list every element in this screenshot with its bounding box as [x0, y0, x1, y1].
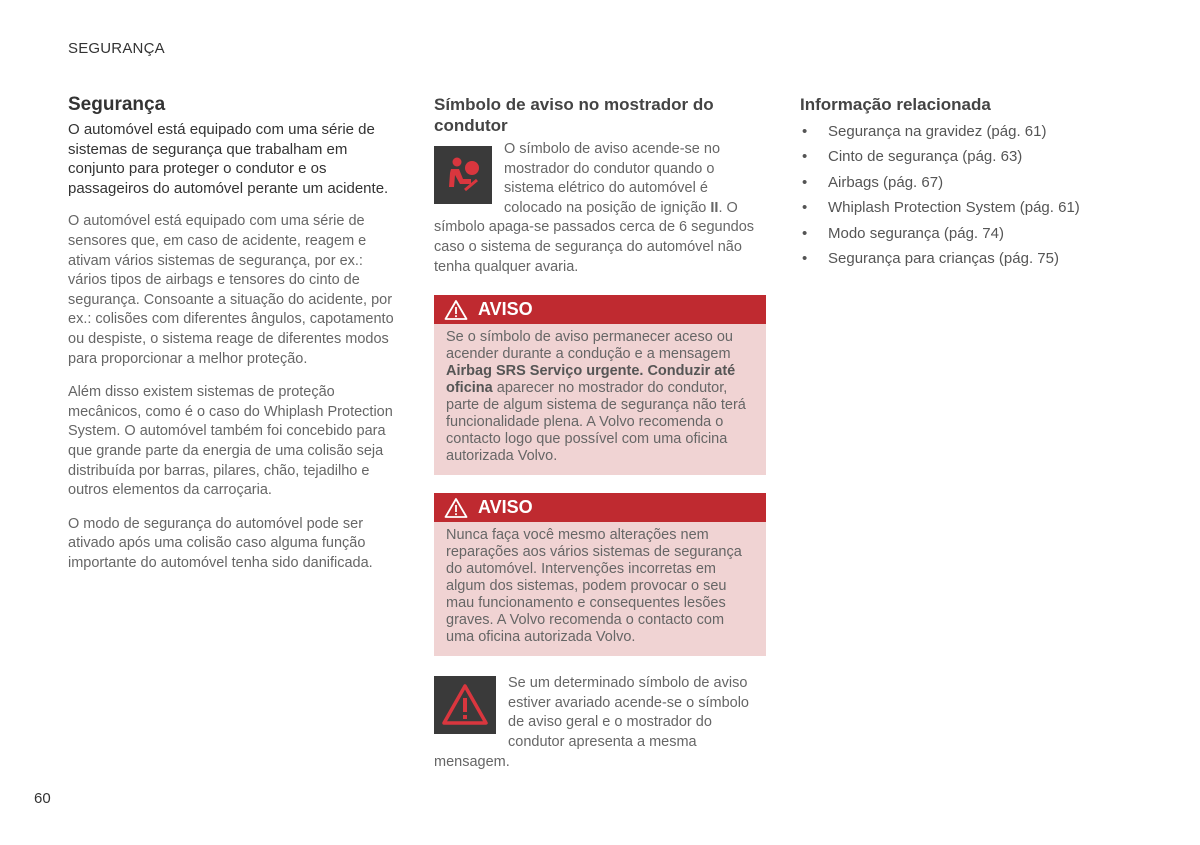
related-link[interactable]: • Whiplash Protection System (pág. 61): [800, 195, 1100, 220]
symbol-description: [434, 140, 766, 277]
airbag-warning-icon: [434, 146, 492, 204]
related-links: [800, 119, 1100, 271]
warning-message: Airbag SRS Serviço urgente. Conduzir até oficina: [446, 363, 736, 397]
column-safety: [68, 94, 403, 587]
symbol-text-part2: . O símbolo apaga-se passados cerca de 6 segundos caso o sistema de segurança do automóvel não tenha qualquer avaria.: [434, 199, 755, 275]
warning-label: AVISO: [478, 299, 533, 320]
sensors-paragraph: O automóvel está equipado com uma série de sensores que, em caso de acidente, reagem e ativam vários sistemas de segurança, por ex.: vários tipos de airbags e tensores do cinto de segurança. Consoante a situação do acidente, por ex.: colisões com diferentes ângulos, capotamento ou despiste, o sistema reage de diferentes modos para proporcionar a melhor proteção.: [68, 213, 394, 367]
general-warning-text: Se um determinado símbolo de aviso estiver avariado acende-se o símbolo de aviso geral e o mostrador do condutor apresenta a mesma mensagem.: [434, 675, 749, 770]
related-link[interactable]: • Segurança na gravidez (pág. 61): [800, 119, 1100, 144]
intro-paragraph: O automóvel está equipado com uma série de sistemas de segurança que trabalham em conjunto para proteger o condutor e os passageiros do automóvel perante um acidente.: [68, 121, 389, 197]
general-warning-icon: [434, 676, 496, 734]
page-title: Segurança: [68, 94, 166, 115]
general-warning-note: [434, 674, 766, 772]
ignition-position: II: [710, 199, 719, 216]
warning-triangle-icon: [444, 497, 468, 519]
related-link[interactable]: • Modo segurança (pág. 74): [800, 221, 1100, 246]
related-link[interactable]: • Cinto de segurança (pág. 63): [800, 144, 1100, 169]
warning-box-modifications: [434, 493, 766, 656]
warning-text: Nunca faça você mesmo alterações nem reparações aos vários sistemas de segurança do automóvel. Intervenções incorretas em algum dos sistemas, podem provocar o seu mau funcionamento e consequentes lesões graves. A Volvo recomenda o contacto com uma oficina autorizada Volvo.: [446, 527, 742, 646]
column-related-info: [800, 94, 1100, 271]
related-link[interactable]: • Airbags (pág. 67): [800, 170, 1100, 195]
warning-box-srs: [434, 295, 766, 475]
section-header: SEGURANÇA: [68, 40, 165, 57]
warning-triangle-icon: [444, 299, 468, 321]
warning-text-part1: Se o símbolo de aviso permanecer aceso ou acender durante a condução e a mensagem: [446, 329, 733, 363]
page-number: 60: [34, 790, 51, 807]
related-link[interactable]: • Segurança para crianças (pág. 75): [800, 246, 1100, 271]
mechanical-paragraph: Além disso existem sistemas de proteção mecânicos, como é o caso do Whiplash Protection System. O automóvel também foi concebido para que grande parte da energia de uma colisão seja distribuída por barras, pilares, chão, tejadilho e outros elementos da carroçaria.: [68, 384, 393, 499]
column-warning-symbol: [434, 94, 766, 772]
warning-text-part2: aparecer no mostrador do condutor, parte de algum sistema de segurança não terá funcionalidade plena. A Volvo recomenda o contacto logo que possível com uma oficina autorizada Volvo.: [446, 380, 746, 465]
warning-label: AVISO: [478, 497, 533, 518]
safe-mode-paragraph: O modo de segurança do automóvel pode ser ativado após uma colisão caso alguma função importante do automóvel tenha sido danificada.: [68, 515, 373, 571]
related-info-title: Informação relacionada: [800, 95, 991, 114]
warning-symbol-title: Símbolo de aviso no mostrador do condutor: [434, 95, 714, 135]
symbol-text-part1: O símbolo de aviso acende-se no mostrador do condutor quando o sistema elétrico do automóvel é colocado na posição de ignição: [504, 141, 721, 216]
